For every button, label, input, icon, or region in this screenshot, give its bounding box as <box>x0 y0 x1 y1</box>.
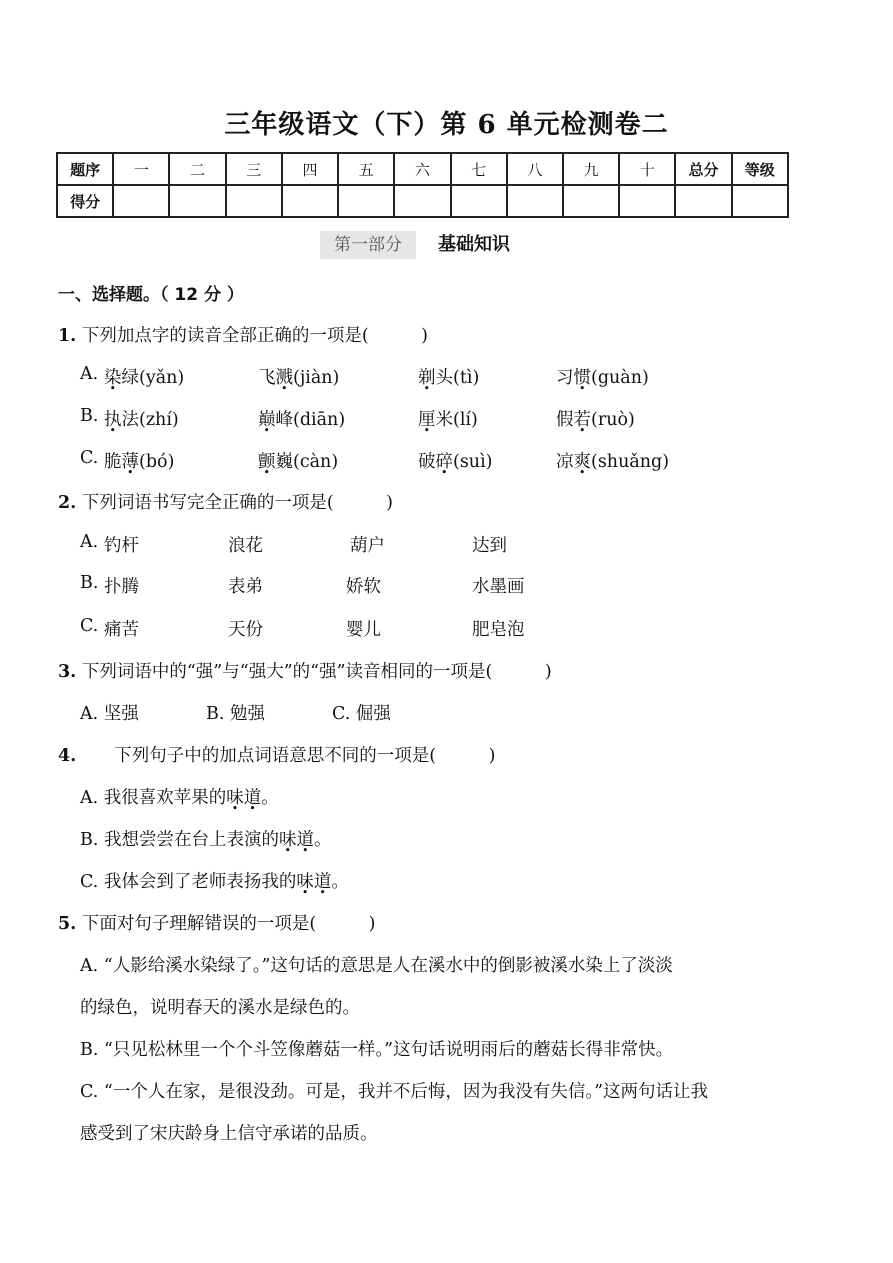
q1-item-post: 绿(yǎn) <box>121 368 185 388</box>
page-title: 三年级语文（下）第 6 单元检测卷二 <box>224 110 669 140</box>
q1-item <box>556 406 635 431</box>
q2-item: 浪花 <box>228 536 263 556</box>
q2-item: 婴儿 <box>346 620 381 640</box>
q3-option-c: C. 倔强 <box>332 704 391 724</box>
score-cell <box>394 185 450 217</box>
q3-option-b: B. 勉强 <box>206 704 265 724</box>
score-col-3: 三 <box>226 153 282 185</box>
q1-item-dotted: 染 <box>104 368 122 388</box>
q4-dotted-char: 味 <box>226 788 244 808</box>
q1-item <box>418 364 479 389</box>
q1-text: 下列加点字的读音全部正确的一项是( ) <box>81 326 429 346</box>
q2-item: 达到 <box>472 536 507 556</box>
part-label: 第一部分 <box>320 231 416 259</box>
q4-option-b <box>80 826 332 851</box>
score-col-grade: 等级 <box>732 153 788 185</box>
score-cell <box>675 185 731 217</box>
q4-dotted-word <box>279 830 314 850</box>
q1-item-dotted: 颤 <box>258 452 276 472</box>
score-col-6: 六 <box>394 153 450 185</box>
q5-prompt <box>58 910 376 935</box>
q4-option-pre: C. 我体会到了老师表扬我的 <box>80 872 297 892</box>
q1-item-pre: 假 <box>556 410 574 430</box>
q4-number: 4. <box>58 746 77 766</box>
q4-dotted-char: 道 <box>296 830 314 850</box>
q4-option-c <box>80 868 349 893</box>
q1-item-dotted: 剃 <box>418 368 436 388</box>
q2-item: 扑腾 <box>104 577 139 597</box>
q2-item: 天份 <box>228 620 263 640</box>
score-cell <box>226 185 282 217</box>
q1-item-dotted: 巅 <box>258 410 276 430</box>
q4-dotted-word <box>226 788 261 808</box>
q1-item-post: (guàn) <box>591 368 649 388</box>
q2-prompt <box>58 489 393 514</box>
q2-text: 下列词语书写完全正确的一项是( ) <box>81 493 394 513</box>
q5-option-c-line2: 感受到了宋庆龄身上信守承诺的品质。 <box>80 1124 378 1144</box>
q1-item <box>418 406 478 431</box>
q1-item-dotted: 爽 <box>573 452 591 472</box>
q1-item-dotted: 碎 <box>435 452 453 472</box>
q2-number: 2. <box>58 493 77 513</box>
q1-option-label: B. <box>80 406 99 426</box>
score-cell <box>451 185 507 217</box>
q1-item-dotted: 厘 <box>418 410 436 430</box>
score-col-7: 七 <box>451 153 507 185</box>
q1-item <box>556 364 649 389</box>
q1-option-label: A. <box>80 364 99 384</box>
score-cell <box>169 185 225 217</box>
q5-text: 下面对句子理解错误的一项是( ) <box>81 914 376 934</box>
q1-item <box>258 364 339 389</box>
q4-option-pre: B. 我想尝尝在台上表演的 <box>80 830 279 850</box>
q1-item-post: (ruò) <box>591 410 635 430</box>
score-table-score-row <box>57 185 788 217</box>
q3-text: 下列词语中的“强”与“强大”的“强”读音相同的一项是( ) <box>81 662 552 682</box>
q4-option-post: 。 <box>314 830 332 850</box>
score-col-9: 九 <box>563 153 619 185</box>
q1-item-post: 米(lí) <box>435 410 478 430</box>
q5-option-a-line2: 的绿色，说明春天的溪水是绿色的。 <box>80 998 360 1018</box>
q3-prompt <box>58 658 552 683</box>
score-cell <box>732 185 788 217</box>
q4-option-post: 。 <box>331 872 349 892</box>
q1-item <box>258 448 338 473</box>
q1-item-pre: 习 <box>556 368 574 388</box>
q4-option-a <box>80 784 279 809</box>
q1-item-post: 峰(diān) <box>275 410 346 430</box>
q1-item-pre: 脆 <box>104 452 122 472</box>
q1-prompt <box>58 322 428 347</box>
q1-item-post: (bó) <box>139 452 175 472</box>
q1-item-dotted: 溅 <box>275 368 293 388</box>
score-cell <box>338 185 394 217</box>
q1-item-post: (shuǎng) <box>591 452 670 472</box>
q2-item: 水墨画 <box>472 577 525 597</box>
q1-item <box>418 448 493 473</box>
score-cell <box>619 185 675 217</box>
q4-prompt <box>58 742 495 767</box>
q1-item <box>258 406 345 431</box>
q1-item-post: (jiàn) <box>293 368 340 388</box>
score-cell <box>507 185 563 217</box>
q5-option-b: B. “只见松林里一个个斗笠像蘑菇一样。”这句话说明雨后的蘑菇长得非常快。 <box>80 1040 674 1060</box>
q3-number: 3. <box>58 662 77 682</box>
score-table-row1-header: 题序 <box>57 153 113 185</box>
score-col-1: 一 <box>113 153 169 185</box>
q1-item-dotted: 执 <box>104 410 122 430</box>
q1-item <box>104 406 179 431</box>
q1-item-pre: 凉 <box>556 452 574 472</box>
q4-dotted-char: 道 <box>243 788 262 808</box>
score-col-total: 总分 <box>675 153 731 185</box>
part-title: 基础知识 <box>438 234 510 255</box>
q1-number: 1. <box>58 326 77 346</box>
q5-option-a-line1: A. “人影给溪水染绿了。”这句话的意思是人在溪水中的倒影被溪水染上了淡淡 <box>80 956 673 976</box>
q4-dotted-char: 道 <box>313 872 332 892</box>
score-col-4: 四 <box>282 153 338 185</box>
q2-item: 娇软 <box>346 577 381 597</box>
score-table-header-row <box>57 153 788 185</box>
score-col-5: 五 <box>338 153 394 185</box>
q3-option-a: A. 坚强 <box>80 704 139 724</box>
q4-option-pre: A. 我很喜欢苹果的 <box>80 788 227 808</box>
q4-text: 下列句子中的加点词语意思不同的一项是( ) <box>114 746 496 766</box>
score-col-8: 八 <box>507 153 563 185</box>
q1-item <box>104 364 184 389</box>
q1-item-dotted: 薄 <box>121 452 139 472</box>
q1-item-dotted: 若 <box>573 410 591 430</box>
q2-item: 表弟 <box>228 577 263 597</box>
score-table <box>56 152 789 218</box>
q2-item: 葫户 <box>350 536 385 556</box>
q2-option-label: B. <box>80 573 99 593</box>
q5-option-c-line1: C. “一个人在家，是很没劲。可是，我并不后悔，因为我没有失信。”这两句话让我 <box>80 1082 709 1102</box>
q2-item: 痛苦 <box>104 620 139 640</box>
score-cell <box>282 185 338 217</box>
q1-item-pre: 飞 <box>258 368 276 388</box>
q4-option-post: 。 <box>261 788 279 808</box>
q1-item-dotted: 惯 <box>573 368 591 388</box>
score-col-10: 十 <box>619 153 675 185</box>
q4-dotted-char: 味 <box>296 872 314 892</box>
score-col-2: 二 <box>169 153 225 185</box>
section1-title: 一、选择题。（ 12 分 ） <box>58 285 244 305</box>
q4-dotted-word <box>296 872 331 892</box>
q2-option-label: C. <box>80 616 99 636</box>
q1-item-post: (suì) <box>453 452 493 472</box>
score-cell <box>113 185 169 217</box>
q1-item-pre: 破 <box>418 452 436 472</box>
q1-item-post: 头(tì) <box>435 368 480 388</box>
q1-item-post: 巍(càn) <box>275 452 339 472</box>
q2-item: 肥皂泡 <box>472 620 525 640</box>
q2-option-label: A. <box>80 532 99 552</box>
q1-item <box>556 448 669 473</box>
score-table-row2-header: 得分 <box>57 185 113 217</box>
q1-item <box>104 448 174 473</box>
q2-item: 钓杆 <box>104 536 139 556</box>
q5-number: 5. <box>58 914 77 934</box>
q1-item-post: 法(zhí) <box>121 410 179 430</box>
q4-dotted-char: 味 <box>279 830 297 850</box>
score-cell <box>563 185 619 217</box>
q1-option-label: C. <box>80 448 99 468</box>
